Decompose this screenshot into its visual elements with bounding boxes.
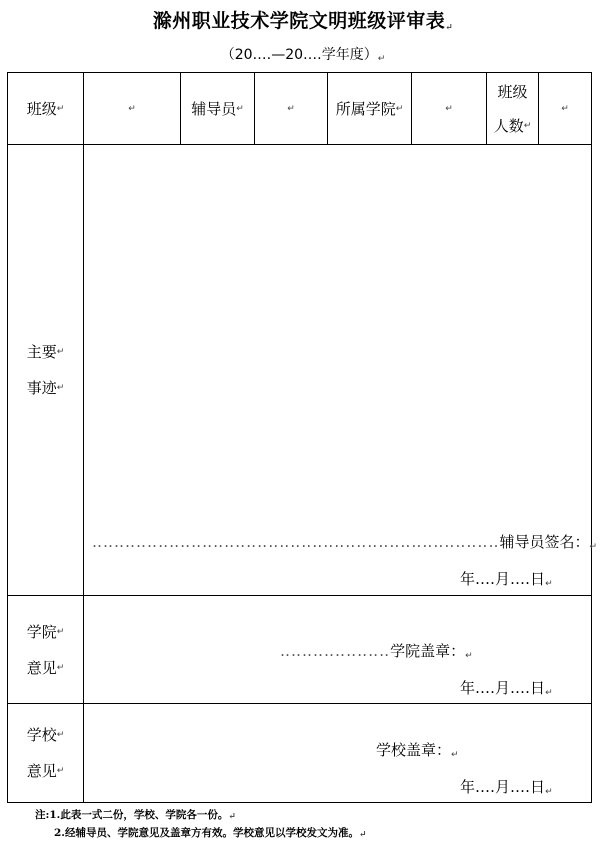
main-deeds-date: 年‥‥月‥‥日↵ [460, 570, 553, 589]
note-line-1: 注:1.此表一式二份，学校、学院各一份。↵ [35, 809, 236, 822]
college-opinion-label: 学院↵ 意见↵ [26, 622, 65, 677]
counselor-label: 辅导员 ↵ [191, 100, 244, 118]
class-size-value-field[interactable]: ↵ [561, 103, 569, 114]
form-title: 滁州职业技术学院文明班级评审表↵ [152, 10, 454, 33]
class-label: 班级 ↵ [26, 100, 65, 118]
school-seal-line: 学校盖章：↵ [376, 741, 459, 760]
college-seal-line: ‥‥‥‥‥‥‥‥‥‥学院盖章：↵ [280, 642, 473, 661]
counselor-value-field[interactable]: ↵ [287, 103, 295, 114]
note-line-2: 2.经辅导员、学院意见及盖章方有效。学校意见以学校发文为准。↵ [54, 827, 367, 840]
academic-year-line: （20‥‥—20‥‥学年度）↵ [220, 47, 386, 64]
college-opinion-date: 年‥‥月‥‥日↵ [460, 679, 553, 698]
main-deeds-content-area[interactable] [84, 145, 591, 595]
college-value-field[interactable]: ↵ [445, 103, 453, 114]
class-size-label: 班级 人数↵ [493, 82, 532, 135]
counselor-signature-line: ‥‥‥‥‥‥‥‥‥‥‥‥‥‥‥‥‥‥‥‥‥‥‥‥‥‥‥‥‥‥‥‥‥‥‥‥‥辅导员签名：↵ [92, 533, 598, 552]
school-opinion-label: 学校↵ 意见↵ [26, 726, 65, 780]
class-value-field[interactable]: ↵ [128, 103, 136, 114]
school-opinion-date: 年‥‥月‥‥日↵ [460, 778, 553, 797]
main-deeds-label: 主要↵ 事迹↵ [26, 343, 65, 397]
college-label: 所属学院 ↵ [335, 100, 404, 118]
